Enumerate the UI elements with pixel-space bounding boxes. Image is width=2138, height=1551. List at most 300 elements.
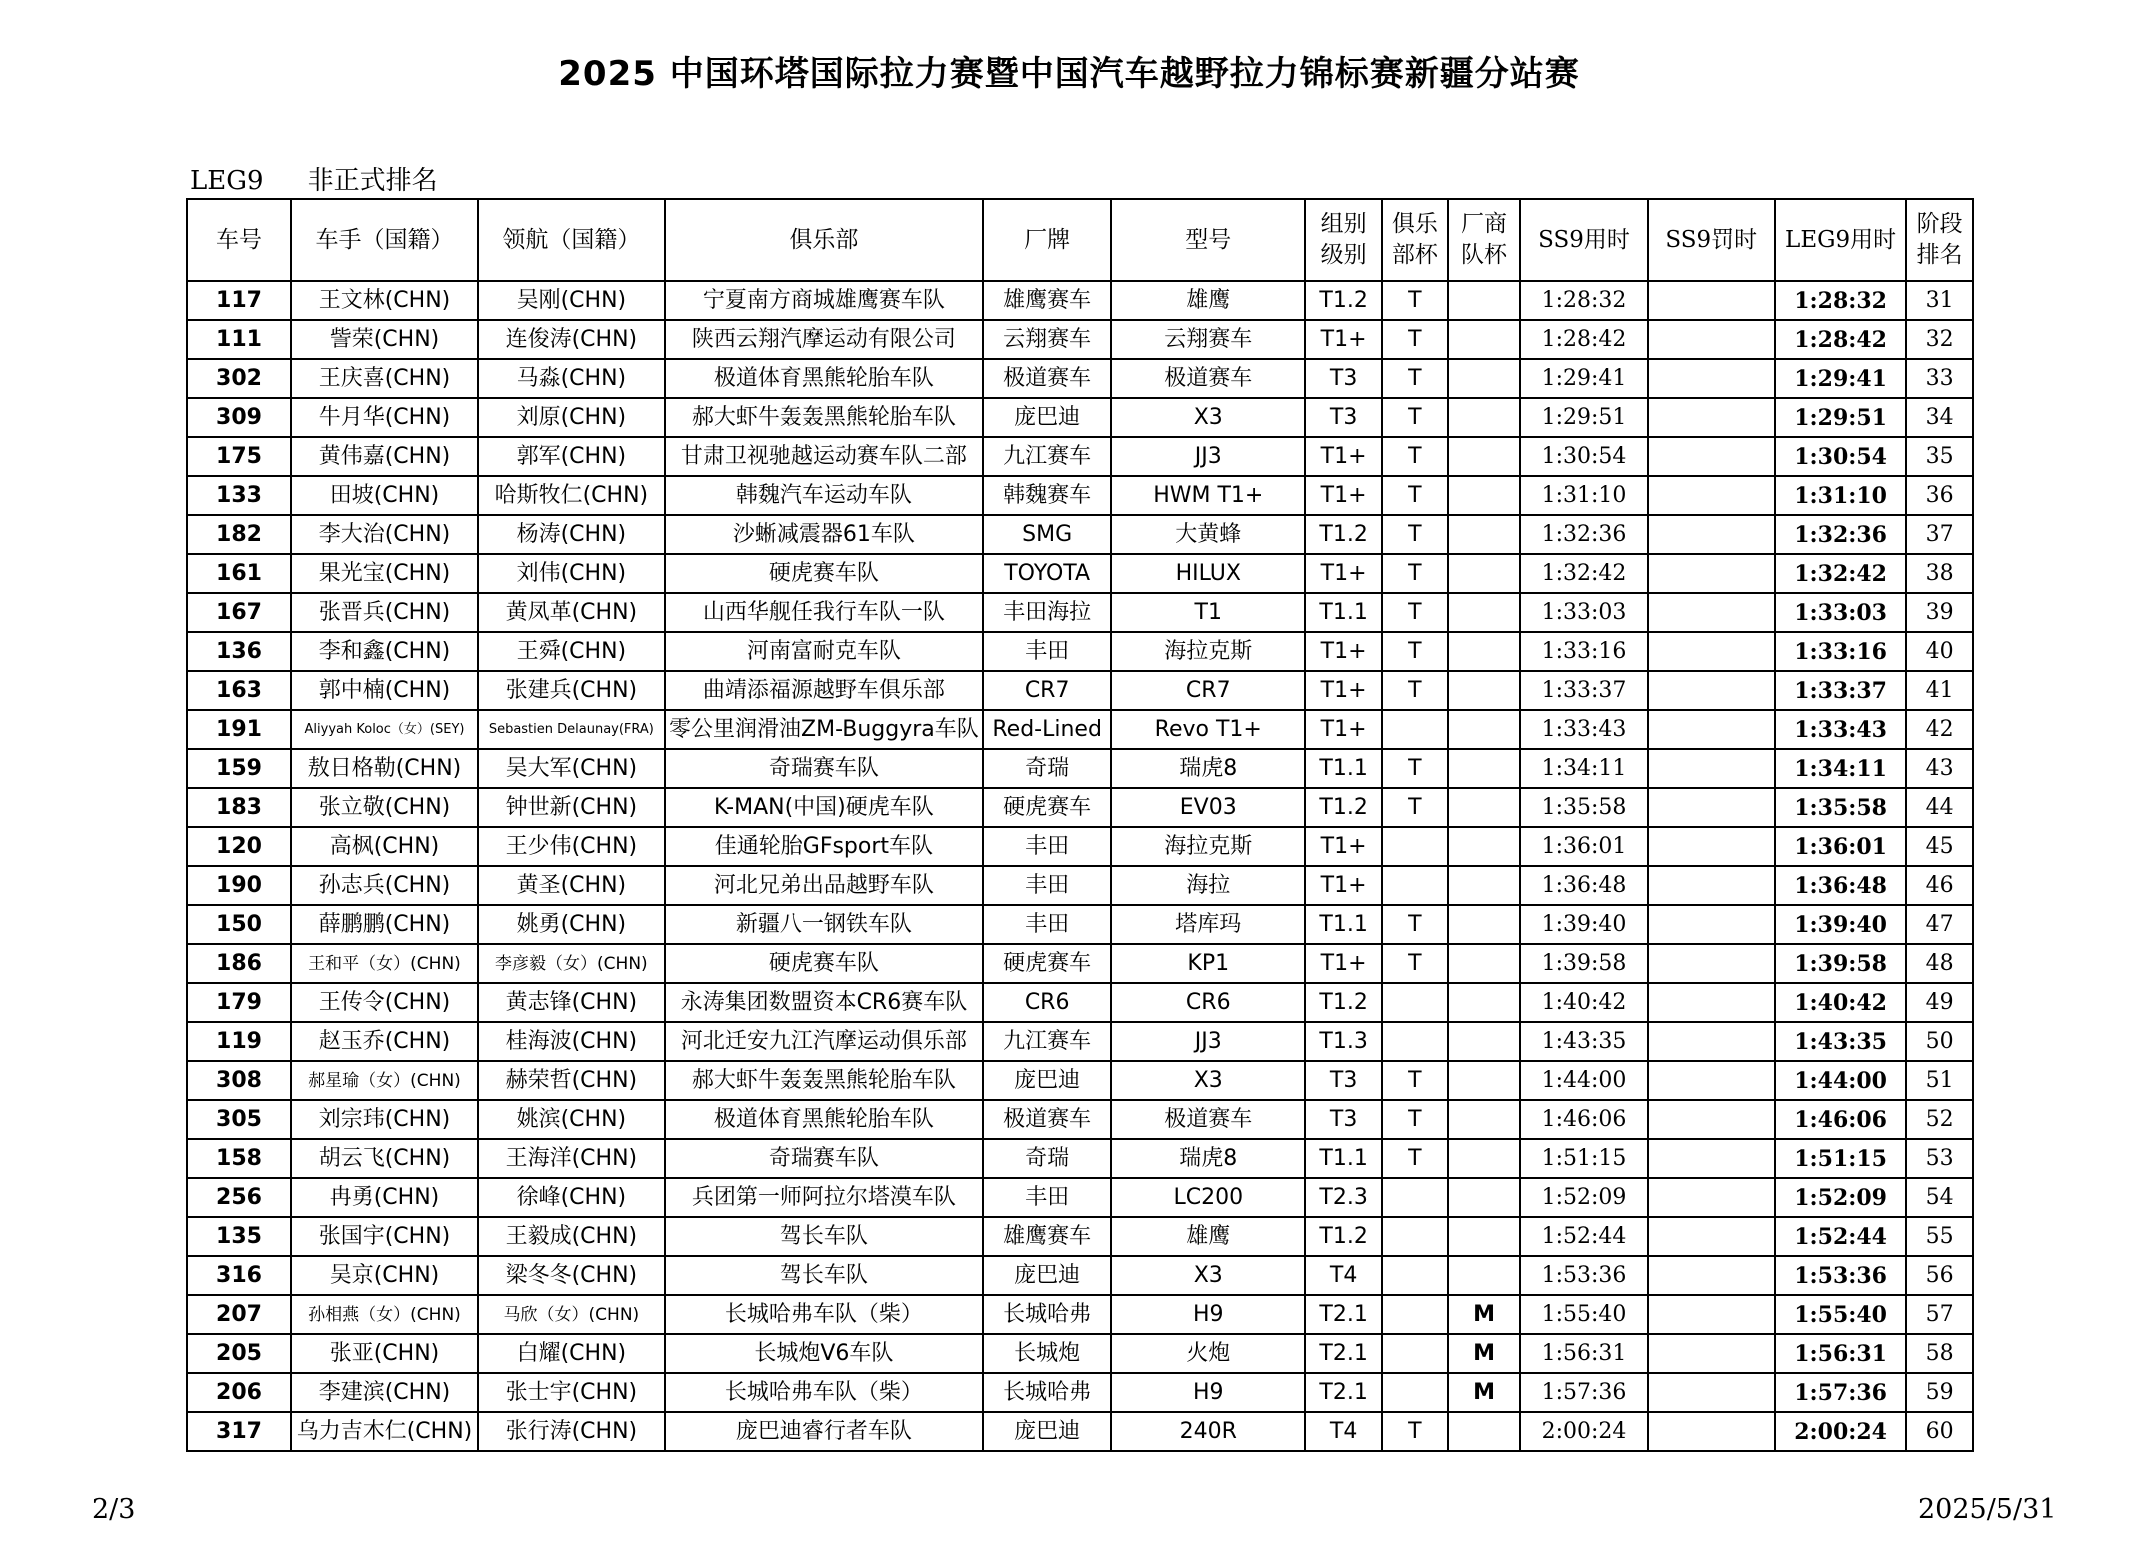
header-ss9-penalty (1648, 199, 1775, 281)
club-cell: 庞巴迪睿行者车队 (665, 1412, 983, 1451)
maker-cup-cell (1448, 398, 1521, 437)
car-number-cell: 150 (187, 905, 291, 944)
club-cell: 新疆八一钢铁车队 (665, 905, 983, 944)
codriver-cell: 马欣（女）(CHN) (478, 1295, 665, 1334)
ss9-time-cell: 1:44:00 (1520, 1061, 1647, 1100)
group-cell: T1+ (1305, 320, 1382, 359)
brand-cell: 丰田海拉 (983, 593, 1111, 632)
group-cell: T2.1 (1305, 1373, 1382, 1412)
ss9-time-cell: 1:32:36 (1520, 515, 1647, 554)
club-cell: 宁夏南方商城雄鹰赛车队 (665, 281, 983, 320)
table-row (187, 944, 1973, 983)
driver-cell: 王文林(CHN) (291, 281, 478, 320)
model-cell: HWM T1+ (1111, 476, 1305, 515)
brand-cell: 庞巴迪 (983, 1412, 1111, 1451)
club-cup-cell (1382, 1022, 1448, 1061)
brand-cell: 丰田 (983, 632, 1111, 671)
driver-cell: 王和平（女）(CHN) (291, 944, 478, 983)
codriver-cell: 王毅成(CHN) (478, 1217, 665, 1256)
club-cup-cell: T (1382, 593, 1448, 632)
car-number-cell: 179 (187, 983, 291, 1022)
driver-cell: 乌力吉木仁(CHN) (291, 1412, 478, 1451)
ss9-penalty-cell (1648, 1256, 1775, 1295)
stage-rank-cell: 51 (1906, 1061, 1973, 1100)
leg9-time-cell: 1:30:54 (1775, 437, 1906, 476)
maker-cup-cell (1448, 1022, 1521, 1061)
car-number-cell: 305 (187, 1100, 291, 1139)
model-cell: 极道赛车 (1111, 1100, 1305, 1139)
stage-rank-cell: 49 (1906, 983, 1973, 1022)
car-number-cell: 302 (187, 359, 291, 398)
driver-cell: 张亚(CHN) (291, 1334, 478, 1373)
brand-cell: 丰田 (983, 905, 1111, 944)
page-number: 2/3 (92, 1494, 136, 1525)
header-line: 排名 (1916, 242, 1963, 268)
ss9-penalty-cell (1648, 398, 1775, 437)
header-line: 车号 (216, 226, 263, 253)
ss9-penalty-cell (1648, 905, 1775, 944)
group-cell: T1+ (1305, 437, 1382, 476)
table-row (187, 359, 1973, 398)
header-line: 厂牌 (1024, 226, 1071, 253)
ss9-penalty-cell (1648, 827, 1775, 866)
ss9-time-cell: 1:53:36 (1520, 1256, 1647, 1295)
header-line: 队杯 (1461, 242, 1508, 268)
ss9-penalty-cell (1648, 554, 1775, 593)
club-cup-cell: T (1382, 788, 1448, 827)
maker-cup-cell (1448, 749, 1521, 788)
club-cup-cell (1382, 1295, 1448, 1334)
brand-cell: 奇瑞 (983, 749, 1111, 788)
club-cell: 陕西云翔汽摩运动有限公司 (665, 320, 983, 359)
club-cup-cell: T (1382, 554, 1448, 593)
club-cup-cell: T (1382, 671, 1448, 710)
maker-cup-cell (1448, 554, 1521, 593)
leg9-time-cell: 1:55:40 (1775, 1295, 1906, 1334)
group-cell: T4 (1305, 1256, 1382, 1295)
codriver-cell: 刘伟(CHN) (478, 554, 665, 593)
ss9-penalty-cell (1648, 632, 1775, 671)
club-cell: 兵团第一师阿拉尔塔漠车队 (665, 1178, 983, 1217)
ss9-penalty-cell (1648, 944, 1775, 983)
header-maker-cup (1448, 199, 1521, 281)
club-cup-cell: T (1382, 1100, 1448, 1139)
club-cell: 驾长车队 (665, 1217, 983, 1256)
stage-rank-cell: 43 (1906, 749, 1973, 788)
car-number-cell: 256 (187, 1178, 291, 1217)
ss9-time-cell: 1:35:58 (1520, 788, 1647, 827)
ss9-penalty-cell (1648, 1373, 1775, 1412)
brand-cell: 丰田 (983, 827, 1111, 866)
table-row (187, 1178, 1973, 1217)
driver-cell: 郭中楠(CHN) (291, 671, 478, 710)
header-line: SS9用时 (1538, 226, 1630, 253)
driver-cell: 赵玉乔(CHN) (291, 1022, 478, 1061)
codriver-cell: 徐峰(CHN) (478, 1178, 665, 1217)
stage-rank-cell: 56 (1906, 1256, 1973, 1295)
model-cell: LC200 (1111, 1178, 1305, 1217)
brand-cell: CR7 (983, 671, 1111, 710)
table-row (187, 983, 1973, 1022)
stage-rank-cell: 47 (1906, 905, 1973, 944)
group-cell: T3 (1305, 398, 1382, 437)
ss9-penalty-cell (1648, 866, 1775, 905)
table-row (187, 1100, 1973, 1139)
stage-rank-cell: 57 (1906, 1295, 1973, 1334)
table-row (187, 1139, 1973, 1178)
club-cell: 河北兄弟出品越野车队 (665, 866, 983, 905)
club-cell: 佳通轮胎GFsport车队 (665, 827, 983, 866)
stage-rank-cell: 59 (1906, 1373, 1973, 1412)
car-number-cell: 205 (187, 1334, 291, 1373)
table-row (187, 1334, 1973, 1373)
driver-cell: 田坡(CHN) (291, 476, 478, 515)
maker-cup-cell (1448, 1256, 1521, 1295)
car-number-cell: 183 (187, 788, 291, 827)
group-cell: T1.1 (1305, 905, 1382, 944)
maker-cup-cell (1448, 320, 1521, 359)
ss9-time-cell: 1:40:42 (1520, 983, 1647, 1022)
ss9-penalty-cell (1648, 593, 1775, 632)
club-cup-cell (1382, 710, 1448, 749)
club-cup-cell: T (1382, 320, 1448, 359)
ss9-time-cell: 1:36:48 (1520, 866, 1647, 905)
model-cell: CR7 (1111, 671, 1305, 710)
codriver-cell: 吴大军(CHN) (478, 749, 665, 788)
model-cell: 海拉克斯 (1111, 632, 1305, 671)
leg9-time-cell: 1:44:00 (1775, 1061, 1906, 1100)
header-line: 车手（国籍） (315, 226, 454, 253)
table-row (187, 593, 1973, 632)
model-cell: 雄鹰 (1111, 1217, 1305, 1256)
leg9-time-cell: 1:39:40 (1775, 905, 1906, 944)
group-cell: T1+ (1305, 554, 1382, 593)
club-cup-cell: T (1382, 437, 1448, 476)
group-cell: T1.2 (1305, 281, 1382, 320)
leg9-time-cell: 1:34:11 (1775, 749, 1906, 788)
stage-rank-cell: 55 (1906, 1217, 1973, 1256)
driver-cell: 张国宇(CHN) (291, 1217, 478, 1256)
driver-cell: 果光宝(CHN) (291, 554, 478, 593)
ss9-time-cell: 1:34:11 (1520, 749, 1647, 788)
maker-cup-cell (1448, 1412, 1521, 1451)
maker-cup-cell (1448, 593, 1521, 632)
ss9-penalty-cell (1648, 515, 1775, 554)
club-cell: 甘肃卫视驰越运动赛车队二部 (665, 437, 983, 476)
club-cup-cell: T (1382, 398, 1448, 437)
leg9-time-cell: 1:52:44 (1775, 1217, 1906, 1256)
group-cell: T1+ (1305, 944, 1382, 983)
stage-rank-cell: 52 (1906, 1100, 1973, 1139)
club-cup-cell: T (1382, 1139, 1448, 1178)
maker-cup-cell (1448, 515, 1521, 554)
club-cup-cell: T (1382, 749, 1448, 788)
car-number-cell: 316 (187, 1256, 291, 1295)
leg-label: LEG9 (190, 166, 264, 196)
leg9-time-cell: 1:57:36 (1775, 1373, 1906, 1412)
ss9-time-cell: 1:55:40 (1520, 1295, 1647, 1334)
table-row (187, 554, 1973, 593)
ss9-penalty-cell (1648, 320, 1775, 359)
group-cell: T1+ (1305, 632, 1382, 671)
results-table (186, 198, 1974, 1452)
maker-cup-cell (1448, 671, 1521, 710)
ss9-time-cell: 1:52:09 (1520, 1178, 1647, 1217)
table-row (187, 515, 1973, 554)
maker-cup-cell (1448, 866, 1521, 905)
group-cell: T1+ (1305, 866, 1382, 905)
header-stage-rank (1906, 199, 1973, 281)
codriver-cell: 刘原(CHN) (478, 398, 665, 437)
club-cell: 长城炮V6车队 (665, 1334, 983, 1373)
brand-cell: 庞巴迪 (983, 398, 1111, 437)
model-cell: H9 (1111, 1373, 1305, 1412)
codriver-cell: 梁冬冬(CHN) (478, 1256, 665, 1295)
leg-subtitle (190, 160, 482, 197)
club-cell: 驾长车队 (665, 1256, 983, 1295)
header-line: 领航（国籍） (502, 226, 641, 253)
club-cup-cell: T (1382, 476, 1448, 515)
model-cell: X3 (1111, 1256, 1305, 1295)
group-cell: T1.3 (1305, 1022, 1382, 1061)
group-cell: T3 (1305, 1061, 1382, 1100)
codriver-cell: 桂海波(CHN) (478, 1022, 665, 1061)
brand-cell: 雄鹰赛车 (983, 281, 1111, 320)
group-cell: T1.2 (1305, 1217, 1382, 1256)
brand-cell: 韩魏赛车 (983, 476, 1111, 515)
stage-rank-cell: 58 (1906, 1334, 1973, 1373)
model-cell: 极道赛车 (1111, 359, 1305, 398)
driver-cell: 王庆喜(CHN) (291, 359, 478, 398)
brand-cell: 极道赛车 (983, 359, 1111, 398)
stage-rank-cell: 53 (1906, 1139, 1973, 1178)
group-cell: T2.3 (1305, 1178, 1382, 1217)
ss9-time-cell: 1:39:40 (1520, 905, 1647, 944)
group-cell: T1+ (1305, 671, 1382, 710)
driver-cell: 吴京(CHN) (291, 1256, 478, 1295)
club-cell: 曲靖添福源越野车俱乐部 (665, 671, 983, 710)
club-cup-cell (1382, 1178, 1448, 1217)
stage-rank-cell: 46 (1906, 866, 1973, 905)
driver-cell: 孙相燕（女）(CHN) (291, 1295, 478, 1334)
stage-rank-cell: 50 (1906, 1022, 1973, 1061)
codriver-cell: 李彦毅（女）(CHN) (478, 944, 665, 983)
model-cell: JJ3 (1111, 1022, 1305, 1061)
club-cup-cell: T (1382, 359, 1448, 398)
club-cell: 极道体育黑熊轮胎车队 (665, 359, 983, 398)
header-line: 阶段 (1916, 211, 1963, 237)
car-number-cell: 161 (187, 554, 291, 593)
codriver-cell: 黄凤革(CHN) (478, 593, 665, 632)
codriver-cell: 张士宇(CHN) (478, 1373, 665, 1412)
ss9-penalty-cell (1648, 1334, 1775, 1373)
model-cell: 塔库玛 (1111, 905, 1305, 944)
club-cell: 奇瑞赛车队 (665, 1139, 983, 1178)
leg9-time-cell: 1:32:36 (1775, 515, 1906, 554)
ss9-penalty-cell (1648, 476, 1775, 515)
stage-rank-cell: 39 (1906, 593, 1973, 632)
model-cell: 瑞虎8 (1111, 1139, 1305, 1178)
club-cell: 山西华舰任我行车队一队 (665, 593, 983, 632)
club-cell: 硬虎赛车队 (665, 944, 983, 983)
codriver-cell: 吴刚(CHN) (478, 281, 665, 320)
maker-cup-cell: M (1448, 1295, 1521, 1334)
brand-cell: 长城哈弗 (983, 1295, 1111, 1334)
club-cell: 长城哈弗车队（柴） (665, 1295, 983, 1334)
codriver-cell: 张建兵(CHN) (478, 671, 665, 710)
header-codriver (478, 199, 665, 281)
club-cup-cell (1382, 1373, 1448, 1412)
model-cell: H9 (1111, 1295, 1305, 1334)
stage-rank-cell: 32 (1906, 320, 1973, 359)
table-header-row (187, 199, 1973, 281)
ss9-time-cell: 1:39:58 (1520, 944, 1647, 983)
driver-cell: 王传令(CHN) (291, 983, 478, 1022)
ss9-penalty-cell (1648, 1022, 1775, 1061)
car-number-cell: 111 (187, 320, 291, 359)
ss9-time-cell: 1:33:16 (1520, 632, 1647, 671)
model-cell: 云翔赛车 (1111, 320, 1305, 359)
ss9-penalty-cell (1648, 437, 1775, 476)
club-cup-cell: T (1382, 632, 1448, 671)
group-cell: T1+ (1305, 827, 1382, 866)
brand-cell: 极道赛车 (983, 1100, 1111, 1139)
ss9-time-cell: 1:46:06 (1520, 1100, 1647, 1139)
codriver-cell: 哈斯牧仁(CHN) (478, 476, 665, 515)
maker-cup-cell (1448, 1061, 1521, 1100)
group-cell: T1+ (1305, 710, 1382, 749)
codriver-cell: 黄志锋(CHN) (478, 983, 665, 1022)
stage-rank-cell: 38 (1906, 554, 1973, 593)
stage-rank-cell: 44 (1906, 788, 1973, 827)
maker-cup-cell (1448, 827, 1521, 866)
driver-cell: 孙志兵(CHN) (291, 866, 478, 905)
maker-cup-cell: M (1448, 1334, 1521, 1373)
brand-cell: 长城哈弗 (983, 1373, 1111, 1412)
club-cell: 河南富耐克车队 (665, 632, 983, 671)
ss9-time-cell: 1:33:03 (1520, 593, 1647, 632)
ss9-penalty-cell (1648, 1100, 1775, 1139)
header-model (1111, 199, 1305, 281)
club-cell: 永涛集团数盟资本CR6赛车队 (665, 983, 983, 1022)
car-number-cell: 190 (187, 866, 291, 905)
codriver-cell: 马淼(CHN) (478, 359, 665, 398)
ss9-time-cell: 1:52:44 (1520, 1217, 1647, 1256)
codriver-cell: 姚滨(CHN) (478, 1100, 665, 1139)
codriver-cell: 王舜(CHN) (478, 632, 665, 671)
maker-cup-cell (1448, 944, 1521, 983)
maker-cup-cell (1448, 1139, 1521, 1178)
ss9-penalty-cell (1648, 359, 1775, 398)
header-group (1305, 199, 1382, 281)
stage-rank-cell: 34 (1906, 398, 1973, 437)
table-row (187, 866, 1973, 905)
brand-cell: 硬虎赛车 (983, 944, 1111, 983)
leg9-time-cell: 1:51:15 (1775, 1139, 1906, 1178)
club-cell: 硬虎赛车队 (665, 554, 983, 593)
header-line: 俱乐 (1391, 211, 1438, 237)
maker-cup-cell (1448, 281, 1521, 320)
header-line: 型号 (1185, 226, 1232, 253)
stage-rank-cell: 36 (1906, 476, 1973, 515)
maker-cup-cell (1448, 437, 1521, 476)
table-row (187, 1373, 1973, 1412)
leg9-time-cell: 1:56:31 (1775, 1334, 1906, 1373)
maker-cup-cell (1448, 710, 1521, 749)
club-cup-cell (1382, 1334, 1448, 1373)
driver-cell: 郝星瑜（女）(CHN) (291, 1061, 478, 1100)
driver-cell: 张晋兵(CHN) (291, 593, 478, 632)
model-cell: 火炮 (1111, 1334, 1305, 1373)
club-cup-cell: T (1382, 281, 1448, 320)
car-number-cell: 308 (187, 1061, 291, 1100)
header-line: 级别 (1320, 242, 1367, 268)
codriver-cell: 王海洋(CHN) (478, 1139, 665, 1178)
club-cell: 极道体育黑熊轮胎车队 (665, 1100, 983, 1139)
brand-cell: 庞巴迪 (983, 1061, 1111, 1100)
table-row (187, 281, 1973, 320)
brand-cell: SMG (983, 515, 1111, 554)
report-date: 2025/5/31 (1918, 1494, 2057, 1525)
leg9-time-cell: 1:40:42 (1775, 983, 1906, 1022)
table-row (187, 320, 1973, 359)
car-number-cell: 117 (187, 281, 291, 320)
leg9-time-cell: 1:35:58 (1775, 788, 1906, 827)
driver-cell: 刘宗玮(CHN) (291, 1100, 478, 1139)
model-cell: 大黄蜂 (1111, 515, 1305, 554)
header-brand (983, 199, 1111, 281)
ss9-time-cell: 1:29:51 (1520, 398, 1647, 437)
group-cell: T1.2 (1305, 983, 1382, 1022)
club-cup-cell: T (1382, 1061, 1448, 1100)
table-row (187, 905, 1973, 944)
codriver-cell: 赫荣哲(CHN) (478, 1061, 665, 1100)
table-row (187, 1022, 1973, 1061)
ss9-time-cell: 1:33:43 (1520, 710, 1647, 749)
header-line: SS9罚时 (1665, 226, 1758, 253)
table-row (187, 1256, 1973, 1295)
driver-cell: 冉勇(CHN) (291, 1178, 478, 1217)
driver-cell: 薛鹏鹏(CHN) (291, 905, 478, 944)
maker-cup-cell (1448, 1100, 1521, 1139)
table-row (187, 398, 1973, 437)
club-cup-cell (1382, 983, 1448, 1022)
stage-rank-cell: 40 (1906, 632, 1973, 671)
ss9-time-cell: 1:30:54 (1520, 437, 1647, 476)
table-row (187, 437, 1973, 476)
car-number-cell: 120 (187, 827, 291, 866)
club-cup-cell: T (1382, 944, 1448, 983)
car-number-cell: 206 (187, 1373, 291, 1412)
leg9-time-cell: 1:32:42 (1775, 554, 1906, 593)
page-title: 2025 中国环塔国际拉力赛暨中国汽车越野拉力锦标赛新疆分站赛 (558, 54, 1580, 94)
codriver-cell: 黄圣(CHN) (478, 866, 665, 905)
car-number-cell: 317 (187, 1412, 291, 1451)
stage-rank-cell: 42 (1906, 710, 1973, 749)
ss9-time-cell: 1:33:37 (1520, 671, 1647, 710)
header-club (665, 199, 983, 281)
group-cell: T1.1 (1305, 749, 1382, 788)
ss9-penalty-cell (1648, 1061, 1775, 1100)
group-cell: T1.2 (1305, 788, 1382, 827)
ss9-penalty-cell (1648, 1139, 1775, 1178)
table-row (187, 1295, 1973, 1334)
car-number-cell: 119 (187, 1022, 291, 1061)
club-cell: 零公里润滑油ZM-Buggyra车队 (665, 710, 983, 749)
club-cup-cell (1382, 866, 1448, 905)
ss9-penalty-cell (1648, 710, 1775, 749)
brand-cell: 硬虎赛车 (983, 788, 1111, 827)
